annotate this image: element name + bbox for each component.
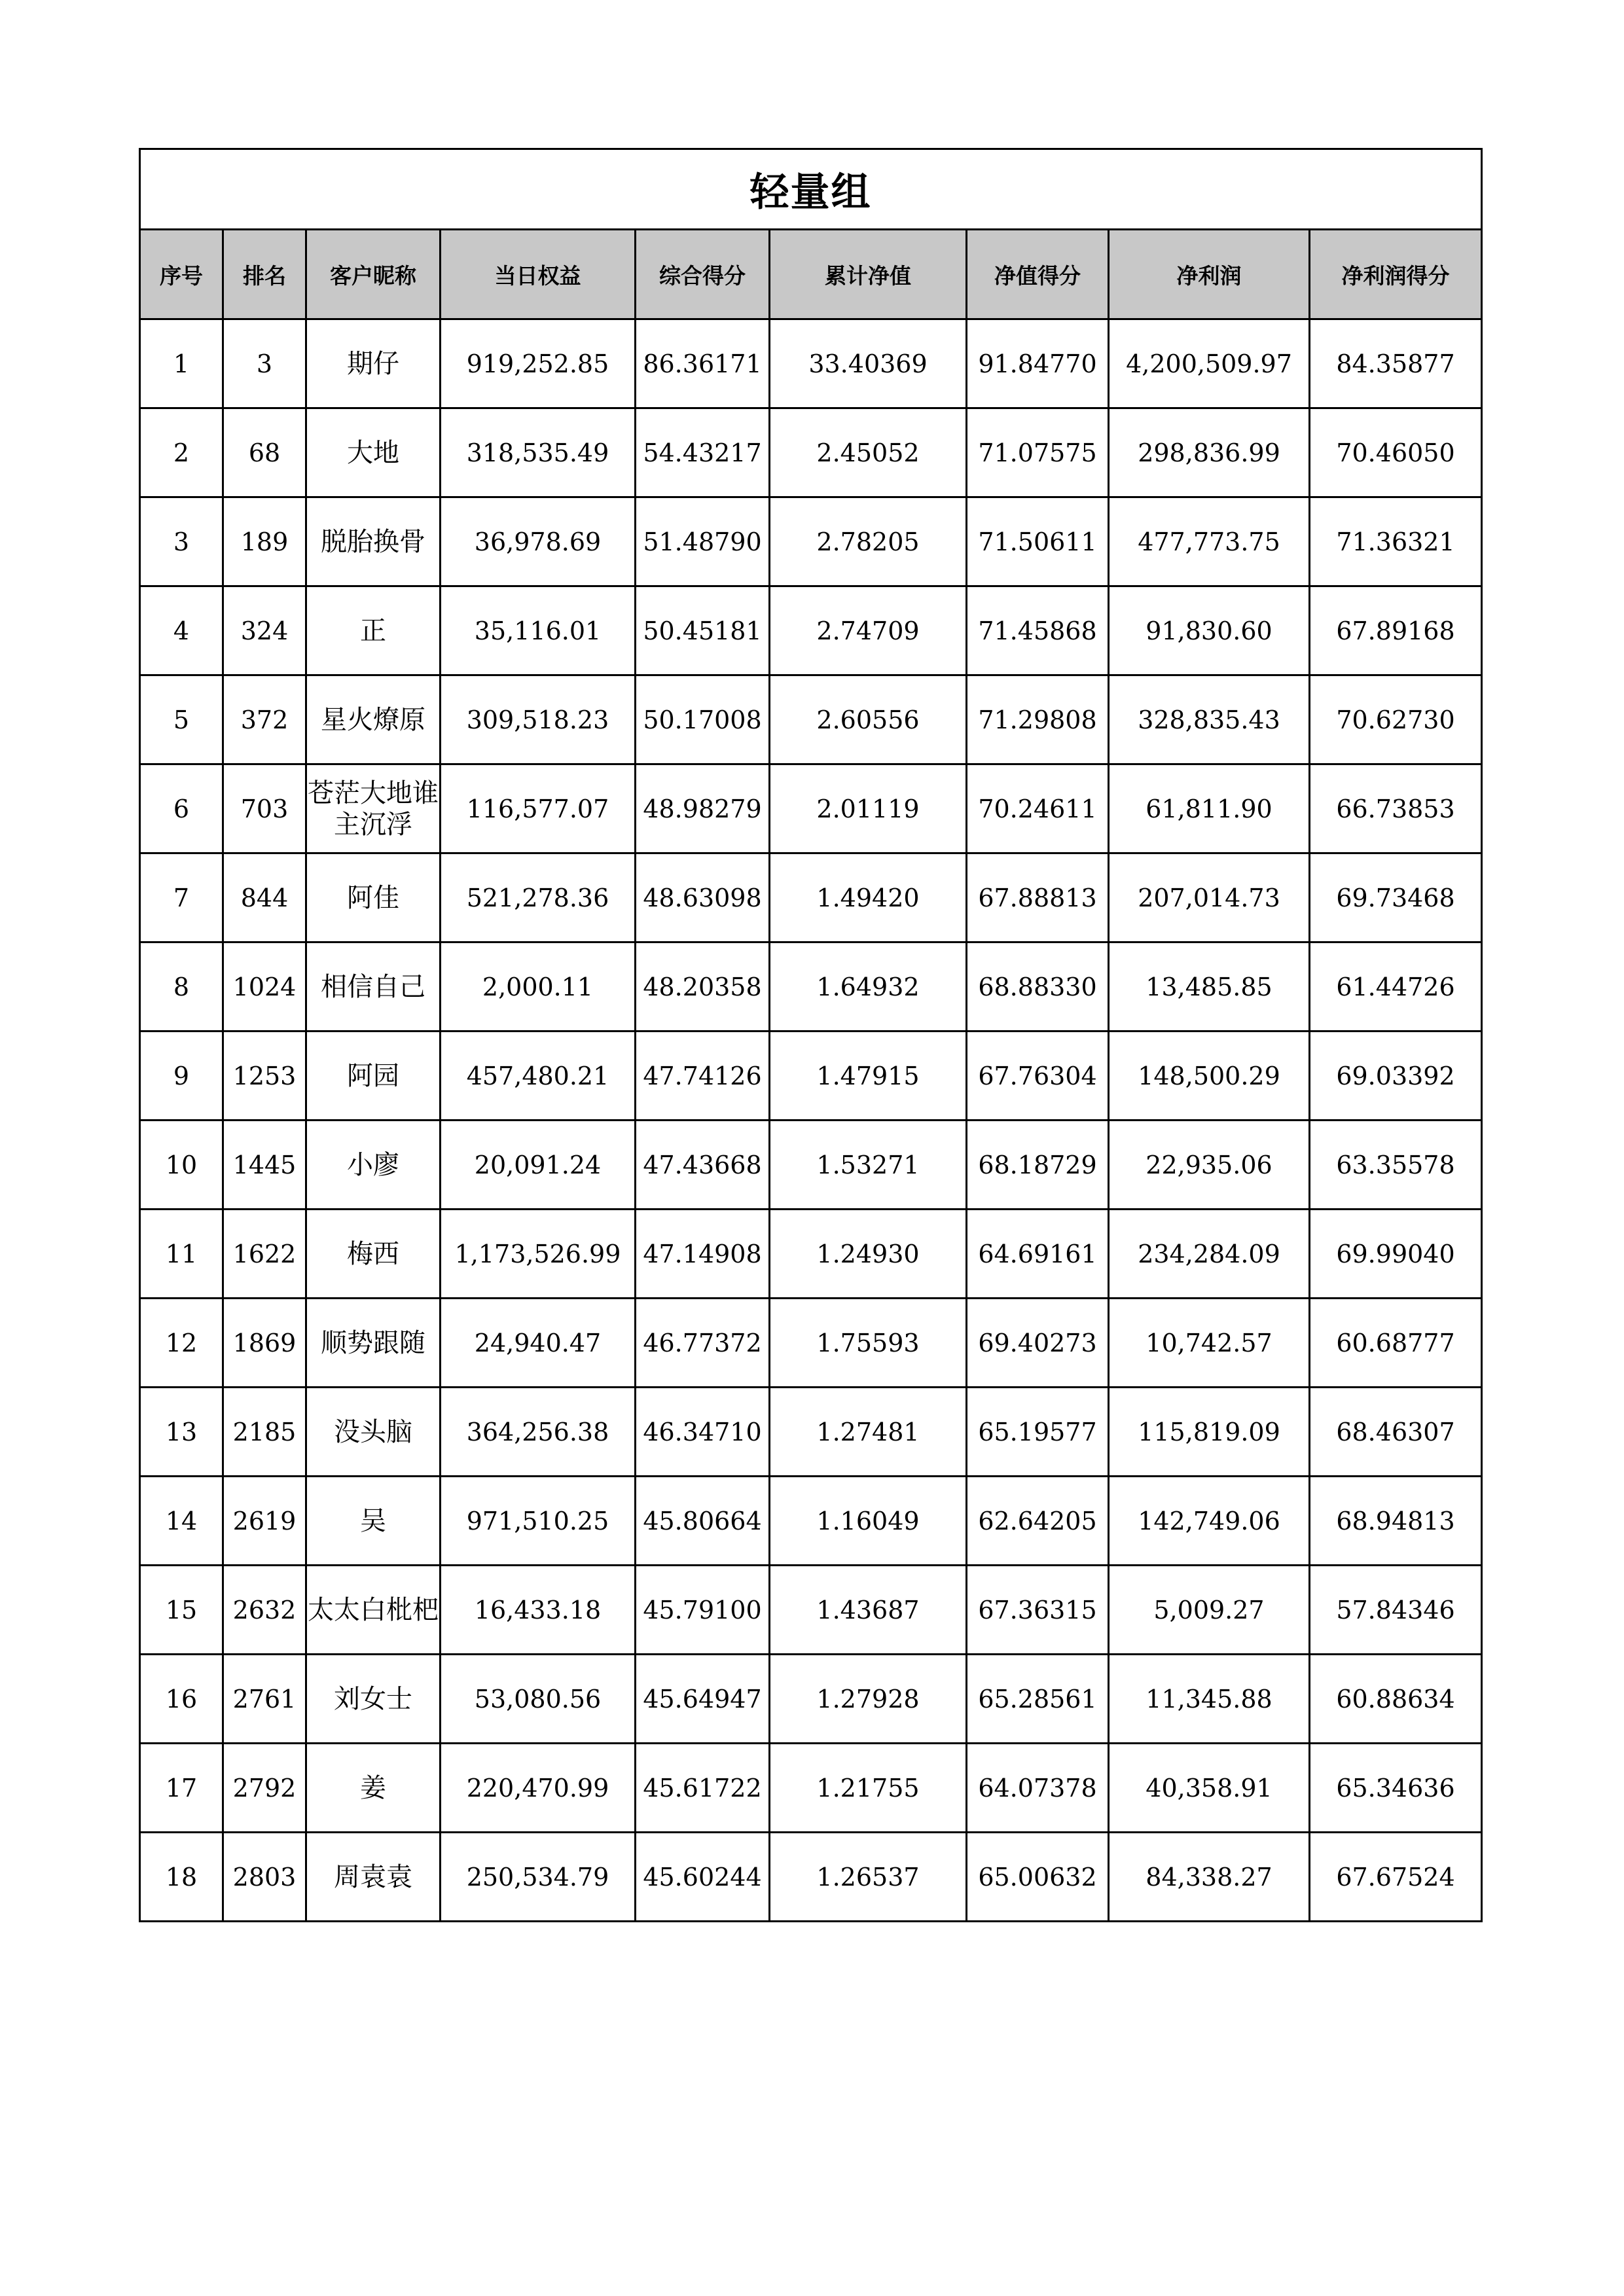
col-header-cum-nav: 累计净值 <box>770 230 967 319</box>
cell-profit-score: 67.89168 <box>1310 586 1482 675</box>
col-header-profit-score: 净利润得分 <box>1310 230 1482 319</box>
cell-net-profit: 40,358.91 <box>1109 1744 1310 1833</box>
cell-rank: 1869 <box>223 1299 306 1388</box>
cell-nickname: 梅西 <box>306 1210 441 1299</box>
cell-rank: 1253 <box>223 1031 306 1121</box>
cell-rank: 703 <box>223 764 306 853</box>
cell-net-profit: 11,345.88 <box>1109 1655 1310 1744</box>
table-row <box>140 1655 1482 1744</box>
col-header-nickname: 客户昵称 <box>306 230 441 319</box>
cell-nickname: 脱胎换骨 <box>306 497 441 586</box>
cell-index: 11 <box>140 1210 223 1299</box>
cell-nav-score: 71.50611 <box>967 497 1109 586</box>
cell-nav-score: 64.07378 <box>967 1744 1109 1833</box>
ranking-sheet <box>139 148 1481 1922</box>
cell-nav-score: 67.88813 <box>967 853 1109 942</box>
cell-index: 16 <box>140 1655 223 1744</box>
cell-profit-score: 68.46307 <box>1310 1388 1482 1477</box>
col-header-total-score: 综合得分 <box>636 230 770 319</box>
cell-net-profit: 234,284.09 <box>1109 1210 1310 1299</box>
cell-nickname: 大地 <box>306 408 441 497</box>
cell-nickname: 星火燎原 <box>306 675 441 764</box>
cell-index: 6 <box>140 764 223 853</box>
table-row <box>140 1477 1482 1566</box>
cell-profit-score: 63.35578 <box>1310 1121 1482 1210</box>
table-row <box>140 1833 1482 1922</box>
cell-nickname: 期仔 <box>306 319 441 408</box>
cell-index: 18 <box>140 1833 223 1922</box>
cell-profit-score: 69.73468 <box>1310 853 1482 942</box>
cell-cum-nav: 1.64932 <box>770 942 967 1031</box>
cell-nickname: 阿园 <box>306 1031 441 1121</box>
cell-cum-nav: 1.49420 <box>770 853 967 942</box>
table-title: 轻量组 <box>140 149 1482 230</box>
cell-equity: 1,173,526.99 <box>441 1210 636 1299</box>
cell-cum-nav: 1.43687 <box>770 1566 967 1655</box>
cell-cum-nav: 1.21755 <box>770 1744 967 1833</box>
cell-nav-score: 67.76304 <box>967 1031 1109 1121</box>
cell-index: 12 <box>140 1299 223 1388</box>
cell-total-score: 48.63098 <box>636 853 770 942</box>
table-row <box>140 1121 1482 1210</box>
cell-index: 4 <box>140 586 223 675</box>
col-header-nav-score: 净值得分 <box>967 230 1109 319</box>
cell-rank: 1445 <box>223 1121 306 1210</box>
cell-index: 7 <box>140 853 223 942</box>
cell-nav-score: 71.07575 <box>967 408 1109 497</box>
header-row <box>140 230 1482 319</box>
cell-total-score: 54.43217 <box>636 408 770 497</box>
cell-net-profit: 328,835.43 <box>1109 675 1310 764</box>
cell-index: 2 <box>140 408 223 497</box>
cell-total-score: 45.79100 <box>636 1566 770 1655</box>
cell-rank: 3 <box>223 319 306 408</box>
cell-total-score: 45.80664 <box>636 1477 770 1566</box>
cell-nav-score: 64.69161 <box>967 1210 1109 1299</box>
table-row <box>140 1388 1482 1477</box>
cell-equity: 457,480.21 <box>441 1031 636 1121</box>
cell-cum-nav: 2.78205 <box>770 497 967 586</box>
cell-profit-score: 69.99040 <box>1310 1210 1482 1299</box>
cell-index: 3 <box>140 497 223 586</box>
cell-index: 14 <box>140 1477 223 1566</box>
cell-nickname: 太太白枇杷 <box>306 1566 441 1655</box>
cell-nav-score: 68.88330 <box>967 942 1109 1031</box>
cell-equity: 250,534.79 <box>441 1833 636 1922</box>
cell-nickname: 周袁袁 <box>306 1833 441 1922</box>
cell-equity: 364,256.38 <box>441 1388 636 1477</box>
cell-rank: 844 <box>223 853 306 942</box>
table-row <box>140 319 1482 408</box>
table-row <box>140 586 1482 675</box>
cell-rank: 2619 <box>223 1477 306 1566</box>
cell-nav-score: 71.45868 <box>967 586 1109 675</box>
cell-rank: 2632 <box>223 1566 306 1655</box>
cell-index: 10 <box>140 1121 223 1210</box>
cell-nav-score: 65.19577 <box>967 1388 1109 1477</box>
cell-index: 5 <box>140 675 223 764</box>
cell-equity: 20,091.24 <box>441 1121 636 1210</box>
cell-rank: 2803 <box>223 1833 306 1922</box>
cell-net-profit: 477,773.75 <box>1109 497 1310 586</box>
cell-rank: 189 <box>223 497 306 586</box>
cell-total-score: 50.45181 <box>636 586 770 675</box>
cell-profit-score: 68.94813 <box>1310 1477 1482 1566</box>
cell-profit-score: 60.88634 <box>1310 1655 1482 1744</box>
table-row <box>140 942 1482 1031</box>
cell-cum-nav: 1.53271 <box>770 1121 967 1210</box>
cell-net-profit: 148,500.29 <box>1109 1031 1310 1121</box>
cell-equity: 2,000.11 <box>441 942 636 1031</box>
cell-equity: 16,433.18 <box>441 1566 636 1655</box>
cell-equity: 309,518.23 <box>441 675 636 764</box>
cell-net-profit: 115,819.09 <box>1109 1388 1310 1477</box>
cell-cum-nav: 1.27481 <box>770 1388 967 1477</box>
cell-nav-score: 68.18729 <box>967 1121 1109 1210</box>
table-row <box>140 408 1482 497</box>
cell-net-profit: 91,830.60 <box>1109 586 1310 675</box>
cell-nav-score: 62.64205 <box>967 1477 1109 1566</box>
table-row <box>140 497 1482 586</box>
cell-net-profit: 298,836.99 <box>1109 408 1310 497</box>
cell-cum-nav: 1.75593 <box>770 1299 967 1388</box>
cell-equity: 318,535.49 <box>441 408 636 497</box>
cell-index: 15 <box>140 1566 223 1655</box>
cell-index: 17 <box>140 1744 223 1833</box>
cell-net-profit: 61,811.90 <box>1109 764 1310 853</box>
cell-net-profit: 207,014.73 <box>1109 853 1310 942</box>
cell-total-score: 47.43668 <box>636 1121 770 1210</box>
cell-rank: 2185 <box>223 1388 306 1477</box>
table-body <box>140 319 1482 1922</box>
cell-nickname: 小廖 <box>306 1121 441 1210</box>
cell-net-profit: 22,935.06 <box>1109 1121 1310 1210</box>
cell-total-score: 48.98279 <box>636 764 770 853</box>
table-row <box>140 675 1482 764</box>
cell-cum-nav: 1.16049 <box>770 1477 967 1566</box>
cell-nav-score: 70.24611 <box>967 764 1109 853</box>
cell-equity: 35,116.01 <box>441 586 636 675</box>
cell-equity: 521,278.36 <box>441 853 636 942</box>
table-row <box>140 1744 1482 1833</box>
cell-total-score: 45.61722 <box>636 1744 770 1833</box>
cell-equity: 53,080.56 <box>441 1655 636 1744</box>
cell-profit-score: 70.62730 <box>1310 675 1482 764</box>
col-header-rank: 排名 <box>223 230 306 319</box>
ranking-table <box>139 148 1483 1922</box>
cell-total-score: 47.74126 <box>636 1031 770 1121</box>
cell-cum-nav: 1.47915 <box>770 1031 967 1121</box>
cell-nav-score: 67.36315 <box>967 1566 1109 1655</box>
cell-nav-score: 65.28561 <box>967 1655 1109 1744</box>
cell-rank: 324 <box>223 586 306 675</box>
col-header-equity: 当日权益 <box>441 230 636 319</box>
cell-net-profit: 4,200,509.97 <box>1109 319 1310 408</box>
cell-profit-score: 67.67524 <box>1310 1833 1482 1922</box>
table-row <box>140 1031 1482 1121</box>
cell-cum-nav: 1.24930 <box>770 1210 967 1299</box>
cell-profit-score: 57.84346 <box>1310 1566 1482 1655</box>
cell-index: 8 <box>140 942 223 1031</box>
table-row <box>140 1566 1482 1655</box>
cell-cum-nav: 2.01119 <box>770 764 967 853</box>
cell-equity: 116,577.07 <box>441 764 636 853</box>
cell-index: 9 <box>140 1031 223 1121</box>
cell-nav-score: 91.84770 <box>967 319 1109 408</box>
cell-profit-score: 70.46050 <box>1310 408 1482 497</box>
col-header-net-profit: 净利润 <box>1109 230 1310 319</box>
cell-nav-score: 69.40273 <box>967 1299 1109 1388</box>
cell-equity: 919,252.85 <box>441 319 636 408</box>
cell-nav-score: 71.29808 <box>967 675 1109 764</box>
cell-equity: 220,470.99 <box>441 1744 636 1833</box>
cell-net-profit: 84,338.27 <box>1109 1833 1310 1922</box>
cell-cum-nav: 33.40369 <box>770 319 967 408</box>
table-row <box>140 853 1482 942</box>
cell-profit-score: 71.36321 <box>1310 497 1482 586</box>
cell-nickname: 吴 <box>306 1477 441 1566</box>
cell-total-score: 45.64947 <box>636 1655 770 1744</box>
cell-nickname: 苍茫大地谁主沉浮 <box>306 764 441 853</box>
table-row <box>140 1210 1482 1299</box>
cell-total-score: 48.20358 <box>636 942 770 1031</box>
cell-cum-nav: 1.26537 <box>770 1833 967 1922</box>
cell-profit-score: 69.03392 <box>1310 1031 1482 1121</box>
cell-index: 13 <box>140 1388 223 1477</box>
cell-nav-score: 65.00632 <box>967 1833 1109 1922</box>
cell-rank: 372 <box>223 675 306 764</box>
cell-profit-score: 66.73853 <box>1310 764 1482 853</box>
cell-rank: 1024 <box>223 942 306 1031</box>
table-row <box>140 764 1482 853</box>
cell-rank: 68 <box>223 408 306 497</box>
col-header-index: 序号 <box>140 230 223 319</box>
cell-net-profit: 10,742.57 <box>1109 1299 1310 1388</box>
cell-total-score: 46.77372 <box>636 1299 770 1388</box>
cell-nickname: 相信自己 <box>306 942 441 1031</box>
cell-net-profit: 13,485.85 <box>1109 942 1310 1031</box>
cell-total-score: 50.17008 <box>636 675 770 764</box>
cell-nickname: 正 <box>306 586 441 675</box>
cell-profit-score: 84.35877 <box>1310 319 1482 408</box>
cell-index: 1 <box>140 319 223 408</box>
cell-profit-score: 65.34636 <box>1310 1744 1482 1833</box>
cell-total-score: 51.48790 <box>636 497 770 586</box>
cell-net-profit: 5,009.27 <box>1109 1566 1310 1655</box>
cell-total-score: 86.36171 <box>636 319 770 408</box>
cell-net-profit: 142,749.06 <box>1109 1477 1310 1566</box>
cell-total-score: 47.14908 <box>636 1210 770 1299</box>
cell-cum-nav: 2.45052 <box>770 408 967 497</box>
cell-rank: 1622 <box>223 1210 306 1299</box>
cell-profit-score: 60.68777 <box>1310 1299 1482 1388</box>
table-row <box>140 1299 1482 1388</box>
cell-nickname: 没头脑 <box>306 1388 441 1477</box>
cell-nickname: 阿佳 <box>306 853 441 942</box>
cell-total-score: 46.34710 <box>636 1388 770 1477</box>
cell-rank: 2761 <box>223 1655 306 1744</box>
cell-cum-nav: 1.27928 <box>770 1655 967 1744</box>
cell-equity: 971,510.25 <box>441 1477 636 1566</box>
cell-profit-score: 61.44726 <box>1310 942 1482 1031</box>
cell-equity: 24,940.47 <box>441 1299 636 1388</box>
cell-nickname: 姜 <box>306 1744 441 1833</box>
cell-total-score: 45.60244 <box>636 1833 770 1922</box>
cell-nickname: 顺势跟随 <box>306 1299 441 1388</box>
cell-rank: 2792 <box>223 1744 306 1833</box>
cell-cum-nav: 2.74709 <box>770 586 967 675</box>
cell-nickname: 刘女士 <box>306 1655 441 1744</box>
cell-cum-nav: 2.60556 <box>770 675 967 764</box>
cell-equity: 36,978.69 <box>441 497 636 586</box>
